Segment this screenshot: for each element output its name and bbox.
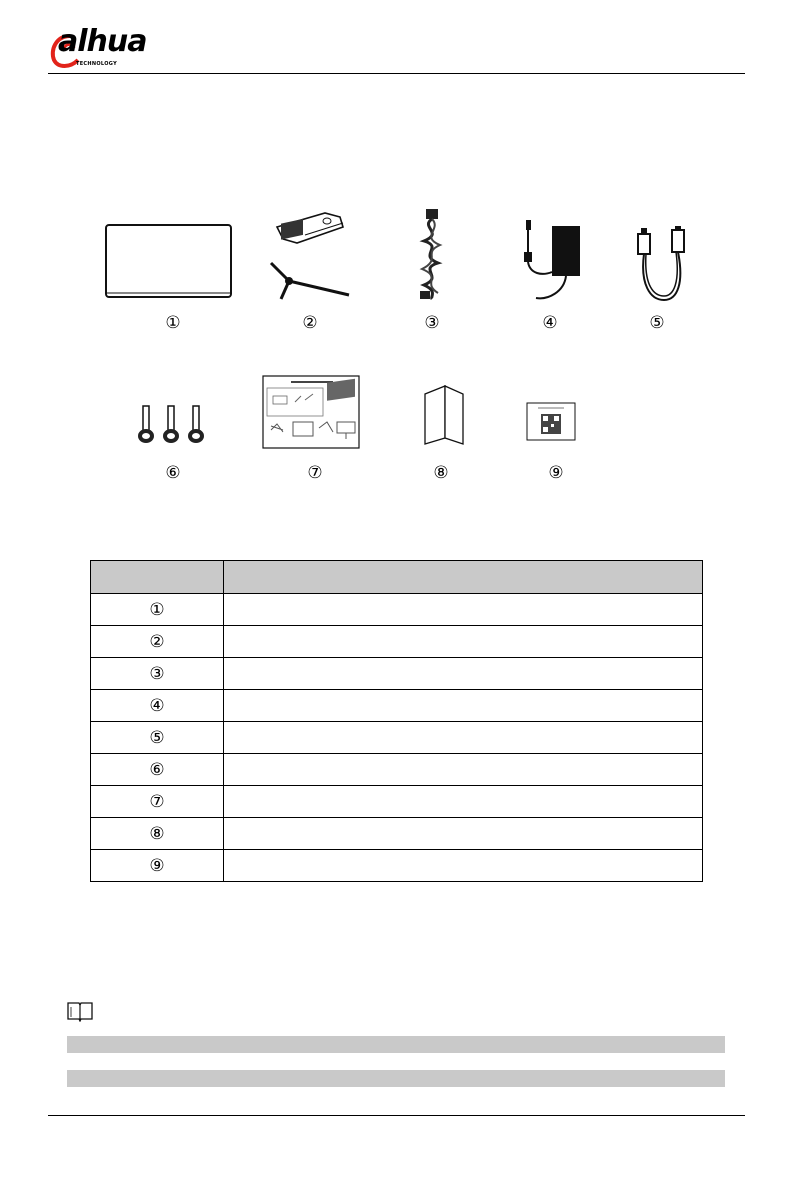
- row-number: ⑨: [91, 850, 224, 882]
- item-power-cable-image: [412, 207, 452, 302]
- table-row: [91, 658, 703, 690]
- table-row: [91, 722, 703, 754]
- item-number-7: ⑦: [307, 463, 323, 483]
- item-monitor-image: [104, 222, 234, 302]
- item-qr-card-image: [526, 402, 576, 442]
- table-row: [91, 850, 703, 882]
- row-item-name: [224, 850, 703, 882]
- header-divider: [48, 73, 745, 74]
- qr-card-icon: [526, 402, 576, 442]
- item-screws-image: [130, 404, 210, 449]
- item-stand-image: [265, 205, 355, 305]
- logo-tagline: TECHNOLOGY: [76, 61, 117, 67]
- table-row: [91, 818, 703, 850]
- item-number-1: ①: [165, 313, 181, 333]
- column-header-no: [91, 561, 224, 594]
- row-number: ⑥: [91, 754, 224, 786]
- item-installation-guide-image: [261, 374, 361, 450]
- screw-icon: [138, 406, 154, 443]
- page-header: [0, 0, 794, 76]
- row-item-name: [224, 690, 703, 722]
- row-item-name: [224, 818, 703, 850]
- video-cable-icon: [634, 224, 689, 304]
- screws-icon: [130, 404, 210, 449]
- table-row: [91, 626, 703, 658]
- item-booklet-image: [423, 384, 467, 448]
- book-icon: [66, 1000, 94, 1022]
- row-item-name: [224, 626, 703, 658]
- row-item-name: [224, 754, 703, 786]
- table-header-row: [91, 561, 703, 594]
- table-row: [91, 754, 703, 786]
- item-number-5: ⑤: [649, 313, 665, 333]
- item-number-4: ④: [542, 313, 558, 333]
- footer-divider: [48, 1115, 745, 1116]
- packing-list-table: [90, 560, 703, 882]
- table-row: [91, 786, 703, 818]
- item-number-8: ⑧: [433, 463, 449, 483]
- row-number: ④: [91, 690, 224, 722]
- row-number: ②: [91, 626, 224, 658]
- row-number: ⑤: [91, 722, 224, 754]
- row-number: ⑧: [91, 818, 224, 850]
- item-video-cable-image: [634, 224, 689, 304]
- item-number-9: ⑨: [548, 463, 564, 483]
- row-item-name: [224, 658, 703, 690]
- note-line-2: [67, 1070, 725, 1087]
- note-section: [66, 1000, 94, 1022]
- table-row: [91, 594, 703, 626]
- stand-icon: [265, 205, 355, 305]
- row-number: ①: [91, 594, 224, 626]
- item-power-adapter-image: [518, 214, 583, 304]
- table-row: [91, 690, 703, 722]
- note-line-1: [67, 1036, 725, 1053]
- dahua-logo: [48, 24, 158, 70]
- row-item-name: [224, 722, 703, 754]
- logo-wordmark: alhua: [58, 24, 147, 59]
- installation-guide-icon: [261, 374, 361, 450]
- monitor-icon: [104, 222, 234, 302]
- column-header-item-name: [224, 561, 703, 594]
- row-item-name: [224, 594, 703, 626]
- item-number-2: ②: [302, 313, 318, 333]
- item-number-3: ③: [424, 313, 440, 333]
- power-adapter-icon: [518, 214, 583, 304]
- row-item-name: [224, 786, 703, 818]
- item-number-6: ⑥: [165, 463, 181, 483]
- row-number: ⑦: [91, 786, 224, 818]
- booklet-icon: [423, 384, 467, 448]
- row-number: ③: [91, 658, 224, 690]
- power-cable-icon: [412, 207, 452, 302]
